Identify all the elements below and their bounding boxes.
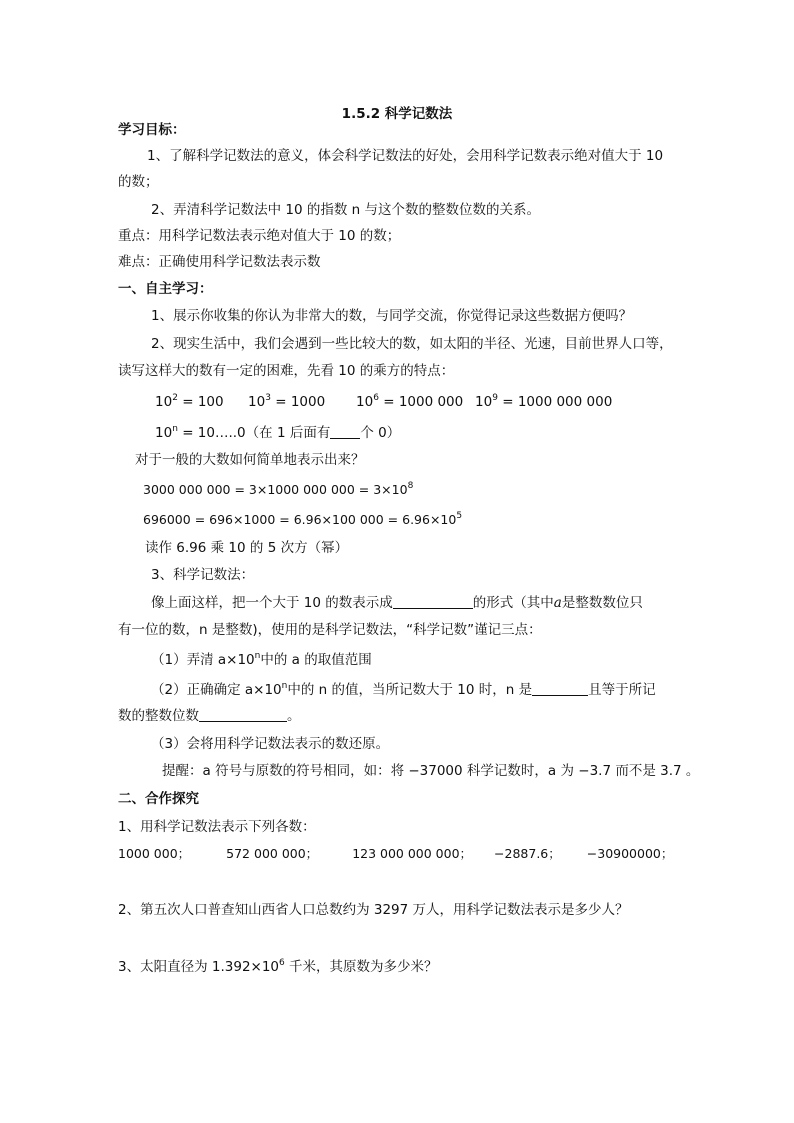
objective-1-line-2: 的数；: [118, 174, 159, 190]
power-exponent: 3: [265, 393, 271, 403]
power-exponent: 6: [373, 393, 379, 403]
power-equation-1: [155, 392, 224, 412]
general-question: 对于一般的大数如何简单地表示出来？: [135, 452, 365, 468]
objective-1-line-1: 1、了解科学记数法的意义，体会科学记数法的好处，会用科学记数表示绝对值大于 10: [147, 148, 664, 164]
power-exponent: 2: [172, 393, 178, 403]
point-1: [151, 650, 372, 670]
document-title: 1.5.2 科学记数法: [341, 106, 453, 122]
section-1-heading: 一、自主学习：: [118, 281, 213, 297]
question-3-text-b: 千米，其原数为多少米？: [284, 959, 438, 975]
example-1-text: 3000 000 000 = 3×1000 000 000 = 3×10: [143, 482, 408, 497]
point-2-exponent: n: [281, 681, 288, 691]
point-2-line-1: [151, 680, 656, 700]
section-1-question-2-line-1: 2、现实生活中，我们会遇到一些比较大的数，如太阳的半径、光速，目前世界人口等，: [151, 336, 673, 352]
power-value: = 1000 000: [378, 394, 464, 410]
example-2: [143, 510, 462, 530]
general-expansion: = 10…..0（在 1 后面有: [177, 425, 331, 441]
definition-text-c: 是整数数位只: [561, 595, 643, 611]
number-list: [118, 844, 673, 864]
power-base: 10: [248, 394, 266, 410]
general-power-line: [155, 423, 400, 443]
point-3: （3）会将用科学记数法表示的数还原。: [151, 736, 390, 752]
digit-count-blank[interactable]: [199, 707, 287, 722]
n-sign-blank[interactable]: [532, 681, 588, 696]
general-tail: 个 0）: [360, 425, 401, 441]
section-1-question-1: 1、展示你收集的你认为非常大的数，与同学交流，你觉得记录这些数据方便吗？: [151, 308, 633, 324]
zero-count-blank[interactable]: [330, 424, 360, 439]
point-2-text-c: 且等于所记: [588, 682, 656, 698]
point-2-line-2-end: 。: [287, 708, 301, 724]
point-1-exponent: n: [254, 651, 261, 661]
section-2-heading: 二、合作探究: [118, 791, 199, 807]
power-equation-4: [475, 392, 612, 412]
power-base: 10: [155, 394, 173, 410]
general-base: 10: [155, 425, 173, 441]
question-3-text-a: 3、太阳直径为 1.392×10: [118, 959, 280, 975]
power-equation-3: [356, 392, 463, 412]
objective-2: 2、弄清科学记数法中 10 的指数 n 与这个数的整数位数的关系。: [151, 202, 540, 218]
subsection-3-heading: 3、科学记数法：: [151, 567, 255, 583]
example-2-text: 696000 = 696×1000 = 6.96×100 000 = 6.96×10: [143, 512, 457, 527]
definition-line-2: 有一位的数，n 是整数)，使用的是科学记数法，“科学记数”谨记三点：: [118, 622, 542, 638]
section-2-question-3: [118, 957, 438, 977]
form-blank[interactable]: [393, 594, 473, 609]
definition-text-a: 像上面这样，把一个大于 10 的数表示成: [151, 595, 393, 611]
power-exponent: 9: [492, 393, 498, 403]
number-item: 123 000 000 000；: [352, 846, 473, 861]
reminder: 提醒：a 符号与原数的符号相同，如：将 −37000 科学记数时，a 为 −3.7 而不是 3.7 。: [162, 763, 700, 779]
example-1: [143, 480, 413, 500]
example-1-exponent: 8: [407, 481, 414, 491]
definition-text-b: 的形式（其中: [472, 595, 554, 611]
power-base: 10: [475, 394, 493, 410]
power-equation-2: [248, 392, 325, 412]
key-point: 重点：用科学记数法表示绝对值大于 10 的数；: [118, 228, 401, 244]
section-2-question-2: 2、第五次人口普查知山西省人口总数约为 3297 万人，用科学记数法表示是多少人？: [118, 902, 629, 918]
number-item: 1000 000；: [118, 846, 191, 861]
power-base: 10: [356, 394, 374, 410]
section-2-question-1: 1、用科学记数法表示下列各数：: [118, 819, 316, 835]
section-1-question-2-line-2: 读写这样大的数有一定的困难，先看 10 的乘方的特点：: [118, 363, 455, 379]
point-1-text-a: （1）弄清 a×10: [151, 652, 255, 668]
variable-a: a: [553, 595, 562, 611]
number-item: 572 000 000；: [226, 846, 319, 861]
objectives-heading: 学习目标：: [118, 122, 186, 138]
number-item: −2887.6；: [494, 846, 561, 861]
point-2-text-b: 中的 n 的值，当所记数大于 10 时，n 是: [287, 682, 533, 698]
point-2-line-2: [118, 706, 301, 726]
definition-line-1: [151, 593, 643, 613]
point-2-text-a: （2）正确确定 a×10: [151, 682, 282, 698]
power-value: = 100: [177, 394, 224, 410]
example-2-exponent: 5: [456, 511, 463, 521]
number-item: −30900000；: [586, 846, 674, 861]
power-value: = 1000 000 000: [497, 394, 613, 410]
point-1-text-b: 中的 a 的取值范围: [260, 652, 372, 668]
difficulty-point: 难点：正确使用科学记数法表示数: [118, 254, 321, 270]
question-3-exponent: 6: [279, 958, 285, 968]
read-as-line: 读作 6.96 乘 10 的 5 次方（幂）: [145, 540, 349, 556]
point-2-line-2-text: 数的整数位数: [118, 708, 199, 724]
general-exponent: n: [172, 424, 178, 434]
power-value: = 1000: [270, 394, 326, 410]
